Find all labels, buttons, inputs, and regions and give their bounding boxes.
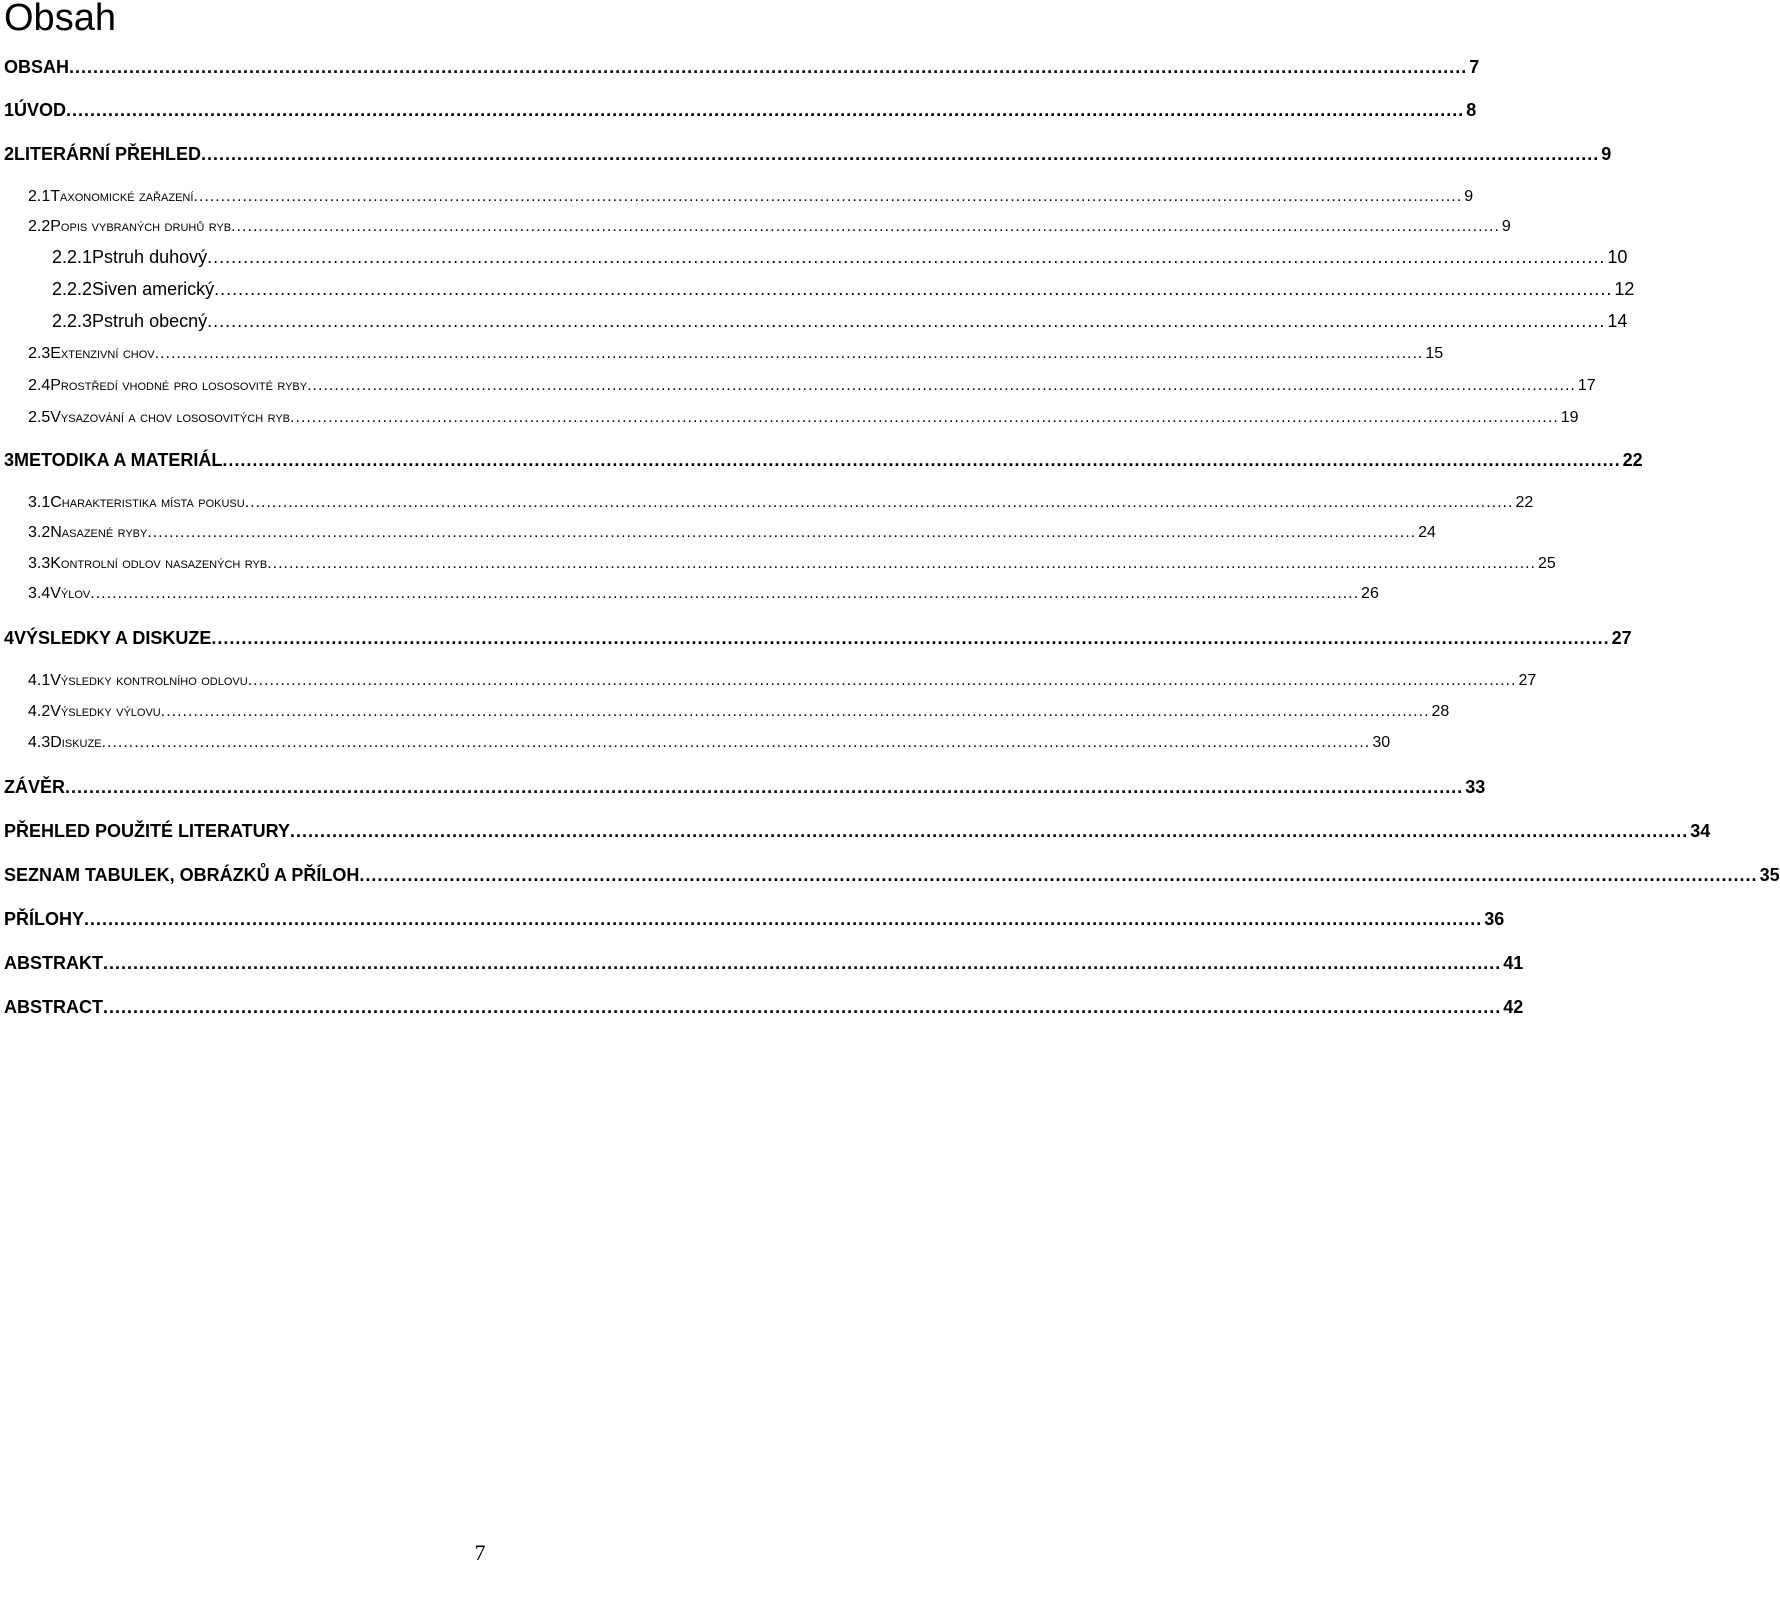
toc-entry-title: ABSTRAKT [4, 953, 103, 973]
page-title: Obsah [4, 0, 116, 39]
toc-entry-number: 4.1 [28, 672, 51, 689]
toc-entry-title: Výlov [50, 585, 91, 602]
toc-entry[interactable] [28, 188, 1474, 206]
toc-entry-page: 27 [1611, 628, 1632, 648]
toc-entry-number: 1 [4, 100, 15, 120]
toc-entry-page: 10 [1607, 247, 1628, 267]
toc-entry-number: 4.3 [28, 734, 51, 751]
toc-entry-page: 8 [1466, 100, 1477, 120]
toc-entry[interactable] [4, 777, 1486, 798]
toc-entry[interactable] [4, 144, 1612, 165]
toc-leader: ......................................................................................................................................................................................................................................... [207, 311, 1606, 331]
toc-entry-title: VÝSLEDKY A DISKUZE [14, 628, 212, 648]
toc-entry-page: 14 [1607, 311, 1628, 331]
toc-leader: ......................................................................................................................................................................................................................................... [244, 494, 1514, 511]
toc-entry-page: 24 [1418, 524, 1436, 541]
toc-entry[interactable] [4, 821, 1711, 842]
toc-entry[interactable] [28, 377, 1596, 395]
toc-entry-page: 9 [1464, 188, 1474, 205]
toc-leader: ......................................................................................................................................................................................................................................... [84, 909, 1483, 929]
toc-entry[interactable] [28, 555, 1556, 573]
toc-entry[interactable] [4, 909, 1505, 930]
toc-leader: ......................................................................................................................................................................................................................................... [211, 628, 1610, 648]
toc-leader: ......................................................................................................................................................................................................................................... [222, 450, 1621, 470]
toc-entry-page: 34 [1690, 821, 1711, 841]
toc-leader: ......................................................................................................................................................................................................................................... [66, 100, 1465, 120]
toc-entry-page: 7 [1469, 57, 1480, 77]
toc-entry[interactable] [52, 247, 1628, 268]
toc-leader: ......................................................................................................................................................................................................................................... [207, 247, 1606, 267]
toc-entry[interactable] [28, 345, 1444, 363]
toc-leader: ......................................................................................................................................................................................................................................... [154, 345, 1424, 362]
toc-leader: ......................................................................................................................................................................................................................................... [307, 377, 1576, 394]
toc-leader: ......................................................................................................................................................................................................................................... [267, 555, 1536, 572]
page-number: 7 [474, 1540, 486, 1565]
toc-entry-number: 2.2 [28, 218, 51, 235]
toc-leader: ......................................................................................................................................................................................................................................... [103, 997, 1502, 1017]
toc-entry-title: ABSTRACT [4, 997, 103, 1017]
toc-leader: ......................................................................................................................................................................................................................................... [290, 409, 1559, 426]
toc-entry-number: 2.5 [28, 409, 51, 426]
toc-entry-number: 3 [4, 450, 15, 470]
toc-leader: ......................................................................................................................................................................................................................................... [103, 953, 1502, 973]
toc-entry-number: 2.2.2 [52, 279, 93, 299]
toc-entry[interactable] [4, 100, 1477, 121]
toc-entry-title: Diskuze [50, 734, 102, 751]
toc-entry-page: 36 [1484, 909, 1505, 929]
toc-entry[interactable] [4, 953, 1524, 974]
toc-entry[interactable] [52, 279, 1635, 300]
toc-entry-page: 9 [1601, 144, 1612, 164]
toc-entry-title: Extenzivní chov [50, 345, 155, 362]
toc-leader: ......................................................................................................................................................................................................................................... [290, 821, 1689, 841]
toc-entry-page: 22 [1622, 450, 1643, 470]
toc-entry[interactable] [4, 997, 1524, 1018]
toc-entry[interactable] [28, 703, 1450, 721]
toc-entry-title: OBSAH [4, 57, 70, 77]
toc-entry-title: Charakteristika místa pokusu [50, 494, 245, 511]
toc-entry-title: Pstruh obecný [92, 311, 208, 331]
toc-entry-number: 2.4 [28, 377, 51, 394]
toc-leader: ......................................................................................................................................................................................................................................... [101, 734, 1371, 751]
toc-leader: ......................................................................................................................................................................................................................................... [231, 218, 1500, 235]
toc-entry-page: 41 [1503, 953, 1524, 973]
toc-entry-page: 22 [1515, 494, 1534, 511]
toc-entry-number: 2 [4, 144, 15, 164]
toc-entry[interactable] [4, 628, 1632, 649]
toc-entry-title: Prostředí vhodné pro lososovité ryby [50, 377, 308, 394]
toc-entry[interactable] [28, 585, 1379, 603]
toc-entry-title: PŘEHLED POUŽITÉ LITERATURY [4, 821, 291, 841]
toc-entry[interactable] [28, 409, 1579, 427]
toc-entry-number: 2.1 [28, 188, 51, 205]
toc-entry-page: 30 [1372, 734, 1391, 751]
toc-entry-title: Siven americký [92, 279, 215, 299]
toc-leader: ......................................................................................................................................................................................................................................... [160, 703, 1430, 720]
toc-leader: ......................................................................................................................................................................................................................................... [201, 144, 1600, 164]
toc-entry-title: Vysazování a chov lososovitých ryb [50, 409, 290, 426]
toc-entry-number: 4 [4, 628, 15, 648]
toc-leader: ......................................................................................................................................................................................................................................... [90, 585, 1360, 602]
toc-entry[interactable] [28, 524, 1436, 542]
toc-leader: ......................................................................................................................................................................................................................................... [193, 188, 1463, 205]
toc-leader: ......................................................................................................................................................................................................................................... [247, 672, 1517, 689]
toc-entry-title: Popis vybraných druhů ryb [50, 218, 232, 235]
toc-entry[interactable] [4, 57, 1480, 78]
toc-leader: ......................................................................................................................................................................................................................................... [214, 279, 1613, 299]
toc-entry-number: 2.3 [28, 345, 51, 362]
toc-entry-number: 3.4 [28, 585, 51, 602]
toc-entry[interactable] [28, 734, 1391, 752]
toc-entry-title: PŘÍLOHY [4, 909, 85, 929]
toc-entry-title: Taxonomické zařazení [50, 188, 194, 205]
toc-entry-number: 2.2.1 [52, 247, 93, 267]
toc-entry-number: 3.2 [28, 524, 51, 541]
toc-entry-number: 3.1 [28, 494, 51, 511]
toc-entry-title: Výsledky výlovu [50, 703, 161, 720]
toc-leader: ......................................................................................................................................................................................................................................... [147, 524, 1417, 541]
toc-entry-page: 35 [1759, 865, 1780, 885]
toc-entry-title: Pstruh duhový [92, 247, 208, 267]
toc-entry[interactable] [4, 450, 1643, 471]
toc-entry-page: 27 [1518, 672, 1537, 689]
toc-entry[interactable] [28, 672, 1537, 690]
toc-leader: ......................................................................................................................................................................................................................................... [65, 777, 1464, 797]
toc-entry-page: 26 [1361, 585, 1379, 602]
toc-entry[interactable] [28, 218, 1511, 236]
toc-entry-page: 9 [1501, 218, 1511, 235]
toc-entry-page: 42 [1503, 997, 1524, 1017]
toc-entry-title: Nasazené ryby [50, 524, 148, 541]
toc-entry[interactable] [28, 494, 1534, 512]
toc-entry-title: ÚVOD [14, 100, 67, 120]
toc-entry-number: 2.2.3 [52, 311, 93, 331]
toc-entry-page: 33 [1465, 777, 1486, 797]
toc-entry-page: 15 [1425, 345, 1444, 362]
toc-entry-title: Kontrolní odlov nasazených ryb [50, 555, 268, 572]
toc-entry-title: SEZNAM TABULEK, OBRÁZKŮ A PŘÍLOH [4, 865, 360, 885]
toc-entry-title: Výsledky kontrolního odlovu [50, 672, 248, 689]
toc-entry[interactable] [52, 311, 1628, 332]
toc-entry-page: 19 [1560, 409, 1579, 426]
toc-entry-page: 17 [1577, 377, 1596, 394]
toc-entry-page: 25 [1537, 555, 1556, 572]
toc-leader: ......................................................................................................................................................................................................................................... [69, 57, 1468, 77]
toc-entry[interactable] [4, 865, 1780, 886]
toc-leader: ......................................................................................................................................................................................................................................... [359, 865, 1758, 885]
toc-entry-title: METODIKA A MATERIÁL [14, 450, 223, 470]
toc-entry-title: LITERÁRNÍ PŘEHLED [14, 144, 202, 164]
toc-entry-number: 3.3 [28, 555, 51, 572]
toc-entry-number: 4.2 [28, 703, 51, 720]
toc-entry-page: 28 [1431, 703, 1450, 720]
toc-entry-page: 12 [1614, 279, 1635, 299]
toc-entry-title: ZÁVĚR [4, 777, 66, 797]
